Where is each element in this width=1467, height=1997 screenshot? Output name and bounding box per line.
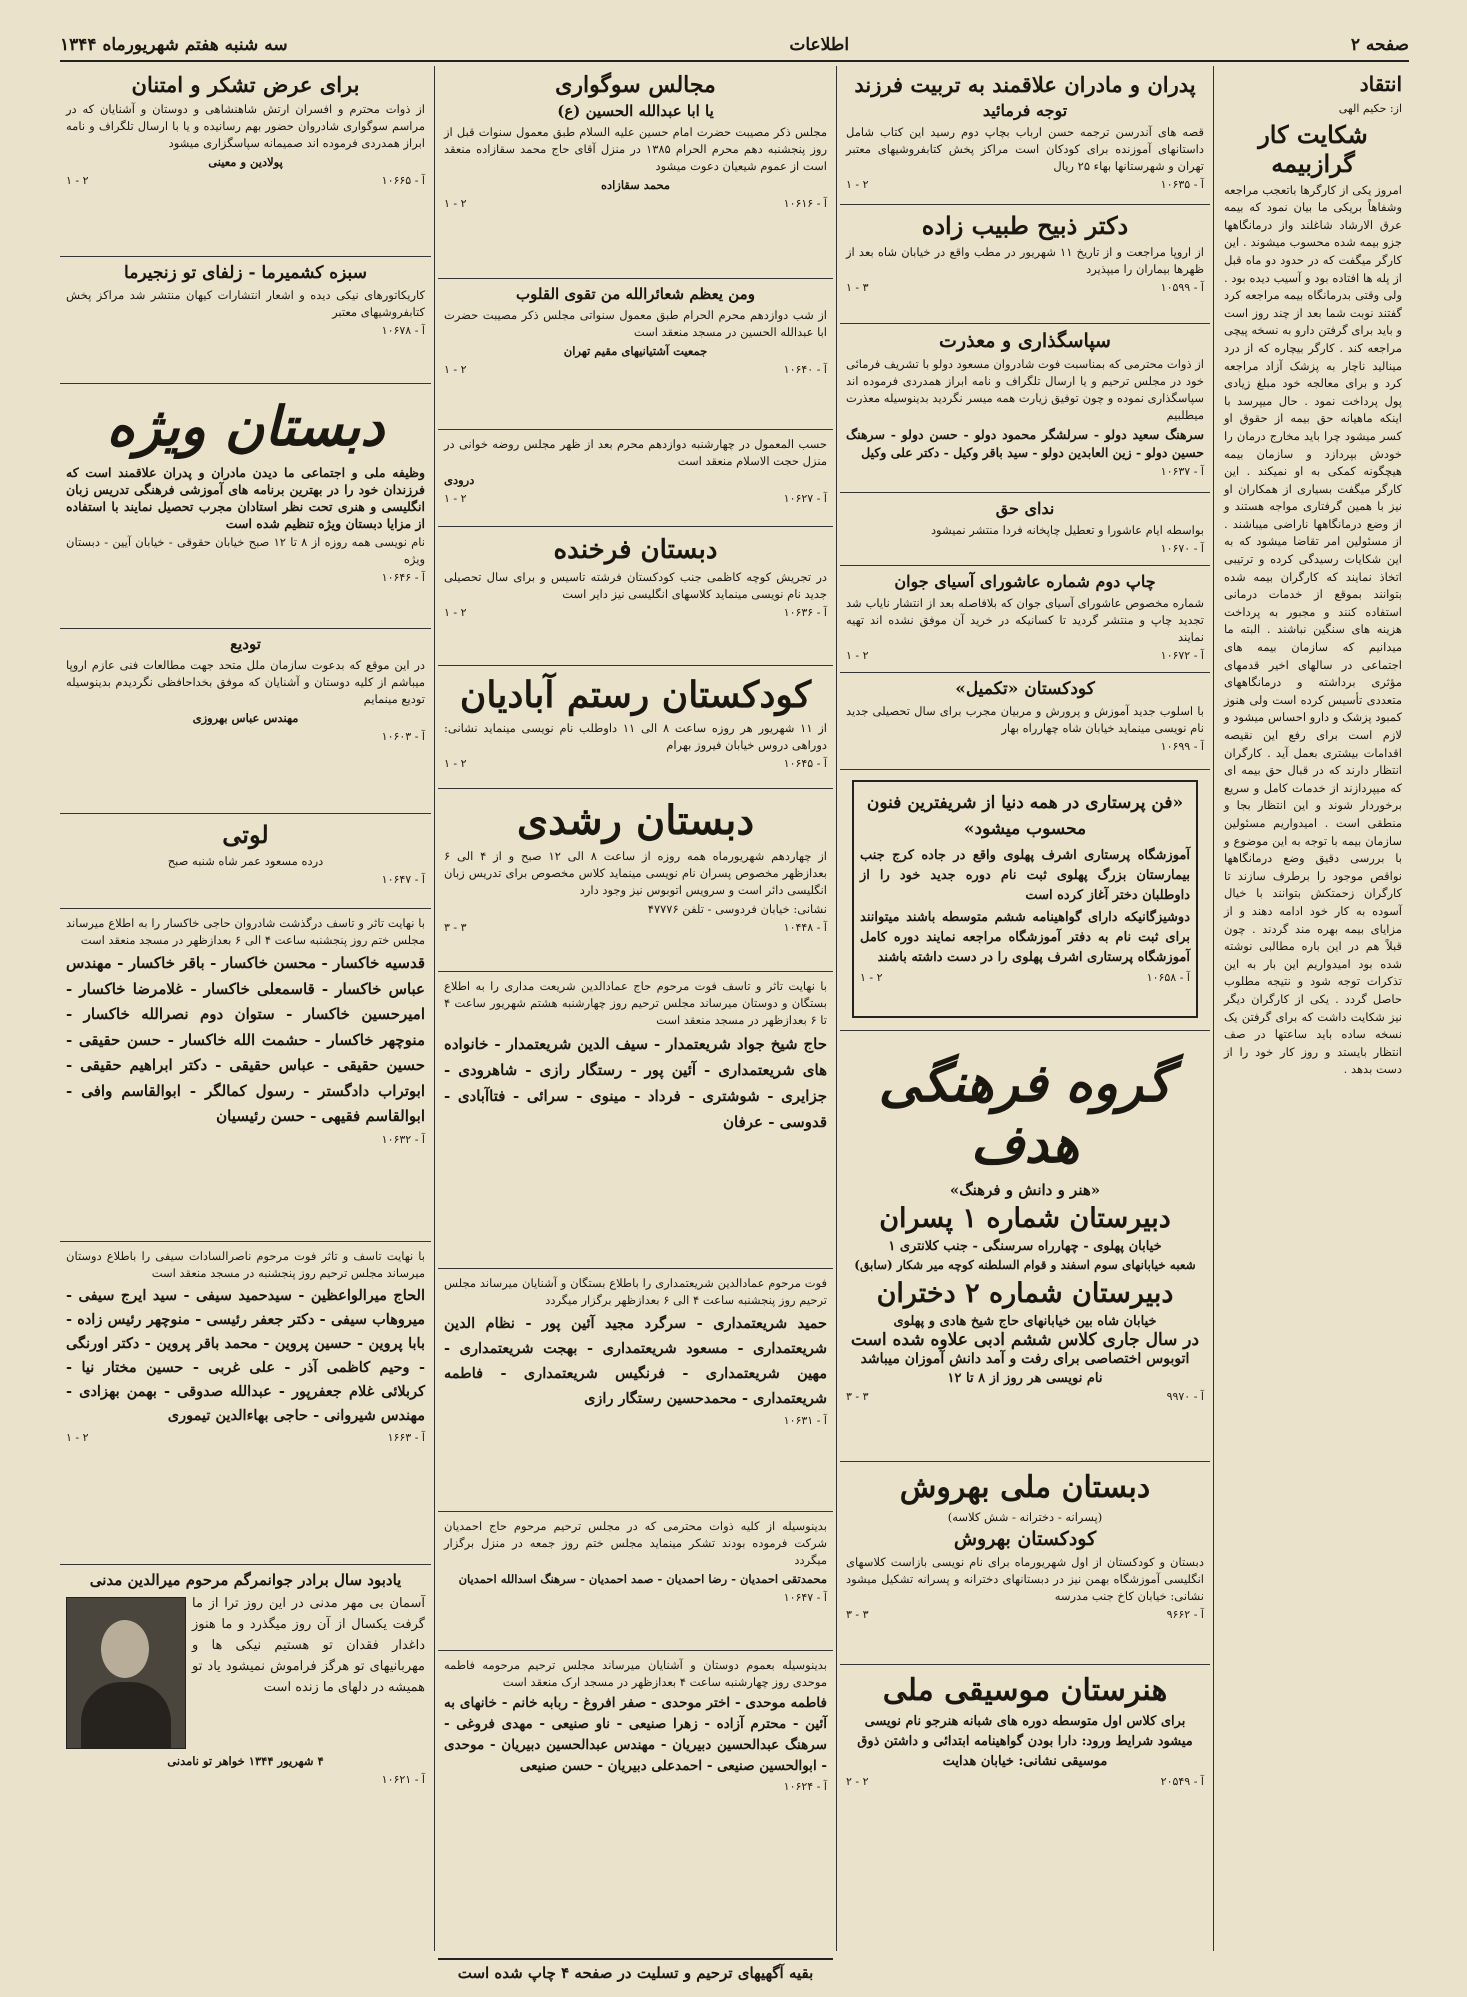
ad-run: ۲ - ۱ <box>860 971 883 984</box>
ad-names: فاطمه موحدی - اختر موحدی - صفر افروغ - ربابه خانم - خانهای به آئین - محترم آزاده - زهرا صنیعی - ناو صنیعی - مهدی فروغی - سرهنگ عبدالحسین دبیریان - مهندس عبدالحسین دبیریان - موحدی - ابوالحسین صنیعی - احمدعلی دبیریان - حسن صنیعی <box>444 1695 827 1774</box>
ad-neda <box>840 493 1210 566</box>
ad-run: ۲ - ۱ <box>444 363 467 376</box>
ad-takmil <box>840 673 1210 770</box>
bottom-note: بقیه آگهیهای ترحیم و تسلیت در صفحه ۴ چاپ شده است <box>438 1958 833 1982</box>
ad-farkhondeh <box>438 527 833 666</box>
author-line: از: حکیم الهی <box>1338 102 1402 115</box>
ad-code: آ - ۱۰۶۴۷ <box>783 1591 827 1604</box>
school-bus-note: اتوبوس اختصاصی برای رفت و آمد دانش آموزان میباشد <box>860 1351 1190 1367</box>
ad-body: درده مسعود عمر شاه شنبه صبح <box>167 854 324 868</box>
ad-parents <box>840 66 1210 205</box>
ad-subtitle: توجه فرمائید <box>982 101 1068 120</box>
ad-title: کودکستان رستم آبادیان <box>459 674 812 716</box>
ad-code: آ - ۱۰۶۳۷ <box>1160 465 1204 478</box>
ad-behravesh <box>840 1462 1210 1665</box>
school-girls-address: خیابان شاه بین خیابانهای حاج شیخ هادی و پهلوی <box>893 1314 1157 1329</box>
ad-address: نشانی: خیابان فردوسی - تلفن ۴۷۷۷۶ <box>647 902 827 916</box>
ad-title: پدران و مادران علاقمند به تربیت فرزند <box>854 72 1196 97</box>
ad-names: درودی <box>444 473 475 487</box>
ad-body: از اروپا مراجعت و از تاریخ ۱۱ شهریور در مطب واقع در خیابان شاه بعد از ظهرها بیماران را میپذیرد <box>846 245 1204 276</box>
ad-doctor <box>840 205 1210 324</box>
ad-run: ۳ - ۳ <box>444 921 467 934</box>
ad-code: آ - ۱۰۶۰۳ <box>381 730 425 743</box>
ad-code: آ - ۱۰۶۶۵ <box>381 174 425 187</box>
ad-obituary-khaksar <box>60 909 431 1242</box>
ad-body: در تجریش کوچه کاظمی جنب کودکستان فرشته تاسیس و برای سال تحصیلی جدید نام نویسی مینماید کلاسهای انگلیسی نیز دایر است <box>444 570 827 601</box>
school-hours: نام نویسی هر روز از ۸ تا ۱۲ <box>947 1371 1103 1386</box>
ad-kashmir <box>60 257 431 384</box>
ad-code: آ - ۱۰۶۴۰ <box>783 363 827 376</box>
ad-title: ندای حق <box>995 499 1055 518</box>
school-boys-address: خیابان پهلوی - چهارراه سرسنگی - جنب کلانتری ۱ <box>888 1239 1162 1254</box>
ad-title: سبزه کشمیرما - زلفای تو زنجیرما <box>124 263 367 283</box>
ad-title: دبستان فرخنده <box>553 535 718 565</box>
ad-mourning-3 <box>438 430 833 527</box>
issue-date: سه شنبه هفتم شهریورماه ۱۳۴۴ <box>60 35 288 55</box>
ad-title: چاپ دوم شماره عاشورای آسیای جوان <box>894 572 1156 591</box>
ad-address: نام نویسی همه روزه از ۸ تا ۱۲ صبح خیابان حقوقی - خیابان آیین - دبستان ویژه <box>66 535 425 566</box>
ad-code: آ - ۱۰۴۴۸ <box>783 921 827 934</box>
ad-body: از ذوات محترم و افسران ارتش شاهنشاهی و دوستان و آشنایان که در مراسم سوگواری شادروان حضور بهم رسانیده و یا با ارسال تلگراف و نامه ابراز همدردی فرموده اند صمیمانه سپاسگزاری میشود <box>66 102 425 150</box>
ad-title: دکتر ذبیح طبیب زاده <box>921 211 1129 240</box>
ad-heading: کودکستان بهروش <box>953 1528 1097 1550</box>
ad-code: آ - ۱۰۶۴۶ <box>381 571 425 584</box>
ad-code: آ - ۱۰۶۳۱ <box>783 1414 827 1427</box>
column-mourning <box>438 66 833 1951</box>
school-boys-branch: شعبه خیابانهای سوم اسفند و قوام السلطنه کوچه میر شکار (سابق) <box>854 1258 1196 1272</box>
ad-code: آ - ۱۰۶۱۶ <box>783 197 827 210</box>
ad-body: بدینوسیله از کلیه ذوات محترمی که در مجلس ترحیم مرحوم حاج احمدیان شرکت فرموده بودند تشکر مینماید مجلس ختم روز جمعه در منزل برگزار میگردد <box>444 1519 827 1567</box>
ad-title: ومن یعظم شعائرالله من تقوی القلوب <box>516 285 755 303</box>
ad-footer: ۴ شهریور ۱۳۴۴ خواهر تو نامدنی <box>167 1754 324 1768</box>
ad-run: ۳ - ۳ <box>846 1608 869 1621</box>
ad-title: تودیع <box>230 635 261 653</box>
ad-names: جمعیت آشتیانیهای مقیم تهران <box>563 344 708 358</box>
ad-run: ۲ - ۱ <box>66 174 89 187</box>
ad-obituary-shariat-2 <box>438 1269 833 1512</box>
ad-code: آ - ۲۰۵۴۹ <box>1160 1775 1204 1788</box>
ad-run: ۲ - ۱ <box>444 492 467 505</box>
ad-names: قدسیه خاکسار - محسن خاکسار - باقر خاکسار - مهندس عباس خاکسار - قاسمعلی خاکسار - غلامرضا خاکسار - امیرحسین خاکسار - ستوان دوم نصرالله خاکسار - منوچهر خاکسار - حشمت الله خاکسار - حسن حقیقی - حسین حقیقی - عباس حقیقی - دکتر ابراهیم حقیقی - ابوتراب دادگستر - رسول کمالگر - ابوالقاسم وافی - ابوالقاسم فقیهی - حسن رئیسیان <box>66 954 425 1125</box>
ad-body: دبستان و کودکستان از اول شهریورماه برای نام نویسی بازاست کلاسهای انگلیسی آموزشگاه بهمن نیز در دبستانهای دخترانه و پسرانه تشکیل میشود نشانی: خیابان کاخ جنب مدرسه <box>846 1555 1204 1603</box>
ad-title: دبستان ویژه <box>106 394 385 458</box>
ad-body: از ذوات محترمی که بمناسبت فوت شادروان مسعود دولو با تشریف فرمائی خود در مجلس ترحیم و یا ارسال تلگراف و نامه ابراز همدردی فرموده اند سپاسگذاری نموده و چون توفیق زیارت همه میسر نگردید بدینوسیله معذرت میطلبیم <box>846 357 1204 422</box>
ad-body: با اسلوب جدید آموزش و پرورش و مربیان مجرب برای سال تحصیلی جدید نام نویسی مینماید خیابان شاه چهارراه بهار <box>846 704 1204 735</box>
ad-code: آ - ۹۶۶۲ <box>1166 1608 1204 1621</box>
ad-body: در این موقع که بدعوت سازمان ملل متحد جهت مطالعات فنی عازم اروپا میباشم از کلیه دوستان و آشنایان که موفق بخداحافظی نگردیدم بدینوسیله تودیع مینمایم <box>66 658 425 706</box>
ad-title: یادبود سال برادر جوانمرگم مرحوم میرالدین مدنی <box>89 1571 402 1589</box>
school-girls-note: در سال جاری کلاس ششم ادبی علاوه شده است <box>850 1330 1200 1350</box>
ad-body: از چهاردهم شهریورماه همه روزه از ساعت ۸ الی ۱۲ صبح و از ۴ الی ۶ بعدازظهر مخصوص پسران نام نویسی مینماید کلاس مخصوص برای تدریس زبان انگلیسی دائر است و سرویس اتوبوس نیز وجود دارد <box>444 849 827 897</box>
ad-title: دبستان ملی بهروش <box>899 1470 1151 1505</box>
ad-names: پولادین و معینی <box>208 155 283 169</box>
ad-obituary-ahmadian <box>438 1512 833 1651</box>
ad-title: مجالس سوگواری <box>555 72 716 98</box>
ad-title: هنرستان موسیقی ملی <box>882 1673 1168 1708</box>
ad-looti <box>60 814 431 909</box>
ad-code: آ - ۱۰۶۳۵ <box>1160 178 1204 191</box>
memorial-photo <box>66 1597 186 1749</box>
ad-title: دبستان رشدی <box>516 797 755 844</box>
ad-run: ۲ - ۱ <box>66 1431 89 1444</box>
ad-rostam <box>438 666 833 789</box>
ad-body: آسمان بی مهر مدنی در این روز ترا از ما گرفت یکسال از آن روز میگذرد و ما هنوز داغدار فقدان تو هستیم نیکی ها و مهربانیهای تو هرگز فراموش نمیشود یاد تو همیشه در دلهای ما زنده است <box>192 1596 425 1695</box>
ad-body: از شب دوازدهم محرم الحرام طبق معمول سنواتی مجلس ذکر مصیبت حضرت ابا عبدالله الحسین در مسجد منعقد است <box>444 308 827 339</box>
page-number: صفحه ۲ <box>1350 35 1409 55</box>
ad-gratitude <box>60 66 431 257</box>
ad-music <box>840 1665 1210 1825</box>
school-girls-title: دبیرستان شماره ۲ دختران <box>876 1278 1174 1309</box>
ad-title: «فن پرستاری در همه دنیا از شریفترین فنون محسوب میشود» <box>866 793 1184 839</box>
ad-obituary-seifi <box>60 1242 431 1565</box>
ad-roshdi <box>438 789 833 972</box>
ad-names: مهندس عباس بهروزی <box>192 711 299 725</box>
ad-body: مجلس ذکر مصیبت حضرت امام حسین علیه السلام طبق معمول سنوات قبل از روز پنجشنبه دهم محرم الحرام ۱۳۸۵ در منزل آقای حاج محمد سقازاده منعقد است از عموم شیعیان دعوت میشود <box>444 125 827 173</box>
ad-run: ۳ - ۱ <box>846 281 869 294</box>
ad-run: ۲ - ۲ <box>846 1775 869 1788</box>
ad-body: با نهایت تاثر و تاسف فوت مرحوم حاج عمادالدین شریعت مداری را به اطلاع بستگان و دوستان میرساند مجلس ترحیم روز چهارشنبه هشتم شهریور ساعت ۴ تا ۶ بعدازظهر در مسجد منعقد است <box>444 979 827 1027</box>
ad-code: آ - ۱۶۶۳ <box>387 1431 425 1444</box>
ad-code: آ - ۱۰۶۷۸ <box>381 324 425 337</box>
ad-names: سرهنگ سعید دولو - سرلشگر محمود دولو - حسن دولو - سرهنگ حسین دولو - زین العابدین دولو - سید باقر وکیل - دکتر علی وکیل <box>846 427 1204 460</box>
ad-run: ۲ - ۱ <box>444 197 467 210</box>
ad-body: بواسطه ایام عاشورا و تعطیل چاپخانه فردا منتشر نمیشود <box>930 523 1204 537</box>
ad-hadaf <box>840 1031 1210 1462</box>
ad-run: ۲ - ۱ <box>846 649 869 662</box>
ad-body: شماره مخصوص عاشورای آسیای جوان که بلافاصله بعد از انتشار نایاب شد تجدید چاپ و منتشر گردید تا کسانیکه در خرید آن موفق نشده اند تهیه نمایند <box>846 596 1204 644</box>
ad-body: قصه های آندرسن ترجمه حسن ارباب بچاپ دوم رسید این کتاب شامل داستانهای آموزنده برای کودکان است مراکز پخش کتابفروشیهای معتبر تهران و شهرستانها بهاء ۲۵ ریال <box>846 125 1204 173</box>
ad-body: بدینوسیله بعموم دوستان و آشنایان میرساند مجلس ترحیم مرحومه فاطمه موحدی روز چهارشنبه ساعت ۴ بعدازظهر در مسجد ارک منعقد است <box>444 1658 827 1689</box>
ad-run: ۲ - ۱ <box>444 757 467 770</box>
ad-nursing <box>840 770 1210 1031</box>
ad-body: وظیفه ملی و اجتماعی ما دیدن مادران و پدران علاقمند است که فرزندان خود را در بهترین برنامه های آموزشی فرهنگی تدریس زبان انگلیسی و هنری تحت نظر استادان مجرب تحصیل نمایند با استفاده از مزایا دبستان ویژه تنظیم شده است <box>66 465 425 531</box>
ad-code: آ - ۱۰۶۵۸ <box>1146 971 1190 984</box>
ad-names: محمدتقی احمدیان - رضا احمدیان - صمد احمدیان - سرهنگ اسدالله احمدیان <box>458 1572 827 1586</box>
ad-body: برای کلاس اول متوسطه دوره های شبانه هنرجو نام نویسی میشود شرایط ورود: دارا بودن گواهینامه ابتدائی و داشتن ذوق موسیقی نشانی: خیابان هدایت <box>857 1714 1193 1769</box>
ad-body: از ۱۱ شهریور هر روزه ساعت ۸ الی ۱۱ داوطلب نام نویسی مینماید نشانی: دوراهی دروس خیابان فیروز بهرام <box>444 721 827 752</box>
ad-run: ۳ - ۳ <box>846 1390 869 1403</box>
ad-thanks <box>840 324 1210 493</box>
ad-title: سپاسگذاری و معذرت <box>939 330 1111 352</box>
column-ads-left <box>60 66 431 1951</box>
section-title: انتقاد <box>1359 72 1402 96</box>
ad-names: حاج شیخ جواد شریعتمدار - سیف الدین شریعتمدار - خانواده های شریعتمداری - آئین پور - رستگار رازی - شاهرودی - جزایری - شوشتری - فرداد - مینوی - سرائی - فتاآبادی - قدوسی - عرفان <box>444 1035 827 1131</box>
ad-title: گروه فرهنگی هدف <box>878 1053 1172 1175</box>
ad-run: ۲ - ۱ <box>846 178 869 191</box>
ad-body: با نهایت تاثر و تاسف درگذشت شادروان حاجی خاکسار را به اطلاع میرساند مجلس ختم روز پنجشنبه ساعت ۴ الی ۶ بعدازظهر در مسجد منعقد است <box>66 916 425 947</box>
ad-names: حمید شریعتمداری - سرگرد مجید آئین پور - نظام الدین شریعتمداری - مسعود شریعتمداری - بهجت شریعتمداری - مهین شریعتمداری - فرنگیس شریعتمداری - فاطمه شریعتمداری - محمدحسین رستگار رازی <box>444 1315 827 1407</box>
ad-mourning-1 <box>438 66 833 279</box>
ad-subtitle: یا ابا عبدالله الحسین (ع) <box>557 102 714 120</box>
ad-title: لوتی <box>222 820 269 849</box>
ad-names: الحاج میرالواعظین - سیدحمید سیفی - سید ایرج سیفی - میروهاب سیفی - دکتر جعفر رئیسی - منوچهر رئیس زاده - بابا پروین - حسین پروین - محمد باقر پروین - دکتر اورنگی - وحیم کاظمی آذر - علی غربی - حسین مختار نیا - کربلائی غلام جعفرپور - عبدالله صدوقی - بهمن بهزادی - مهندس شیروانی - حاجی بهاءالدین تیموری <box>66 1287 425 1424</box>
ad-mourning-2 <box>438 279 833 430</box>
ad-subtitle: (پسرانه - دخترانه - شش کلاسه) <box>947 1510 1103 1524</box>
ad-body: فوت مرحوم عمادالدین شریعتمداری را باطلاع بستگان و آشنایان میرساند مجلس ترحیم روز پنجشنبه ساعت ۴ الی ۶ بعدازظهر برگزار میگردد <box>444 1276 827 1307</box>
ad-code: آ - ۱۰۵۹۹ <box>1160 281 1204 294</box>
ad-code: آ - ۱۰۶۲۱ <box>381 1773 425 1786</box>
article-body: امروز یکی از کارگرها باتعجب مراجعه وشفاهاً بریکی ما بیان نمود که بیمه عرق الارشاد شاغلند واز درمانگاهها جزو بیمه شده محسوب میشوند . این کارگر میگفت که در حدود دو ماه قبل از پله ها افتاده بود و آسیب دیده بود . ولی وقتی بدرمانگاه بیمه مراجعه کرد گفتند نوبت شما بعد از چند روز است و باید برای گرفتن دارو به نسخه پیچی مراجعه کند . کارگر بیچاره که از درد مینالید ناچار به پزشک آزاد مراجعه کرد و برای معالجه خود مبلغ زیادی پول پرداخت نمود . حال میپرسد با اینکه ماهیانه حق بیمه از حقوق او کسر میشود چرا باید مخارج درمان را خودش بپردازد و سازمان بیمه هیچگونه کمکی به او نمیکند . این کارگر میگفت بسیاری از همکاران او نیز با همین گرفتاری مواجه هستند و از وضع درمانگاهها ناراضی میباشند . از مسئولین امر تقاضا میشود که به این شکایات رسیدگی کرده و ترتیبی اتخاذ نمایند که کارگران بیمه شده بتوانند بموقع از خدمات درمانی استفاده کنند و مجبور به پرداخت هزینه های سنگین نباشند . البته ما میدانیم که سازمان بیمه های اجتماعی در سالهای اخیر قدمهای مؤثری برداشته و درمانگاههای متعددی تأسیس کرده است ولی هنوز کمبود پزشک و دارو احساس میشود و لازم است برای رفع این نقیصه اقدامات بیشتری بعمل آید . کارگران انتظار دارند که در قبال حق بیمه ای که میپردازند از خدمات کامل و سریع برخوردار شوند و این انتظار بجا و منطقی است . امیدواریم مسئولین سازمان بیمه با توجه به این موضوع و با بررسی دقیق وضع درمانگاهها نواقص موجود را برطرف سازند تا کارگران زحمتکش بتوانند با خیال آسوده به کار خود ادامه دهند و از مزایای بیمه بهره مند گردند . چون قبلاً هم در این باره مطالبی نوشته شده بود امیدواریم این بار به این تذکرات توجه شود و نتیجه مطلوب حاصل گردد . یکی از کارگران دیگر نیز شکایت داشت که برای گرفتن یک نسخه ساده باید ساعتها در صف انتظار بایستد و روز کار خود را از دست بدهد . <box>1224 182 1402 1077</box>
column-critique <box>1218 66 1408 1951</box>
ad-memorial <box>60 1565 431 1945</box>
ad-code: آ - ۱۰۶۹۹ <box>1160 740 1204 753</box>
ad-body: با نهایت تاسف و تاثر فوت مرحوم ناصرالسادات سیفی را باطلاع دوستان میرساند مجلس ترحیم روز پنجشنبه در مسجد منعقد است <box>66 1249 425 1280</box>
ad-vijeh <box>60 384 431 629</box>
page-header <box>60 30 1409 62</box>
ad-title: برای عرض تشکر و امتنان <box>131 72 360 97</box>
ad-body: آموزشگاه پرستاری اشرف پهلوی واقع در جاده کرج جنب بیمارستان بزرگ پهلوی ثبت نام دوره جدید خود را از داوطلبان دختر آغاز کرده است <box>860 848 1190 903</box>
ad-code: آ - ۹۹۷۰ <box>1166 1390 1204 1403</box>
ad-code: آ - ۱۰۶۷۰ <box>1160 542 1204 555</box>
ad-code: آ - ۱۰۶۷۲ <box>1160 649 1204 662</box>
column-ads-right <box>840 66 1210 1951</box>
ad-body-2: دوشیزگانیکه دارای گواهینامه ششم متوسطه باشند میتوانند برای ثبت نام به دفتر آموزشگاه مراجعه نمایند دوره کامل آموزشگاه پرستاری اشرف پهلوی را در دست داشته باشند <box>860 910 1190 965</box>
ad-code: آ - ۱۰۶۴۷ <box>381 873 425 886</box>
ad-farewell <box>60 629 431 814</box>
ad-code: آ - ۱۰۶۳۶ <box>783 606 827 619</box>
ad-title: کودکستان «تکمیل» <box>955 679 1095 699</box>
ad-names: محمد سقازاده <box>600 178 671 192</box>
ad-obituary-shariat <box>438 972 833 1269</box>
ad-subtitle: «هنر و دانش و فرهنگ» <box>949 1181 1101 1199</box>
ad-body: کاریکاتورهای نیکی دیده و اشعار انتشارات کیهان منتشر شد مراکز پخش کتابفروشیهای معتبر <box>66 288 425 319</box>
ad-code: آ - ۱۰۶۲۷ <box>783 492 827 505</box>
ad-code: آ - ۱۰۶۴۵ <box>783 757 827 770</box>
ad-code: آ - ۱۰۶۳۲ <box>381 1132 425 1146</box>
ad-body: حسب المعمول در چهارشنبه دوازدهم محرم بعد از ظهر مجلس روضه خوانی در منزل حجت الاسلام منعقد است <box>444 437 827 468</box>
school-boys-title: دبیرستان شماره ۱ پسران <box>879 1203 1171 1234</box>
ad-run: ۲ - ۱ <box>444 606 467 619</box>
ad-obituary-movahedi <box>438 1651 833 1857</box>
ad-code: آ - ۱۰۶۲۴ <box>783 1780 827 1793</box>
paper-name: اطلاعات <box>789 35 850 55</box>
article-headline: شکایت کار گرازبیمه <box>1258 119 1368 178</box>
ad-asia-javan <box>840 566 1210 673</box>
